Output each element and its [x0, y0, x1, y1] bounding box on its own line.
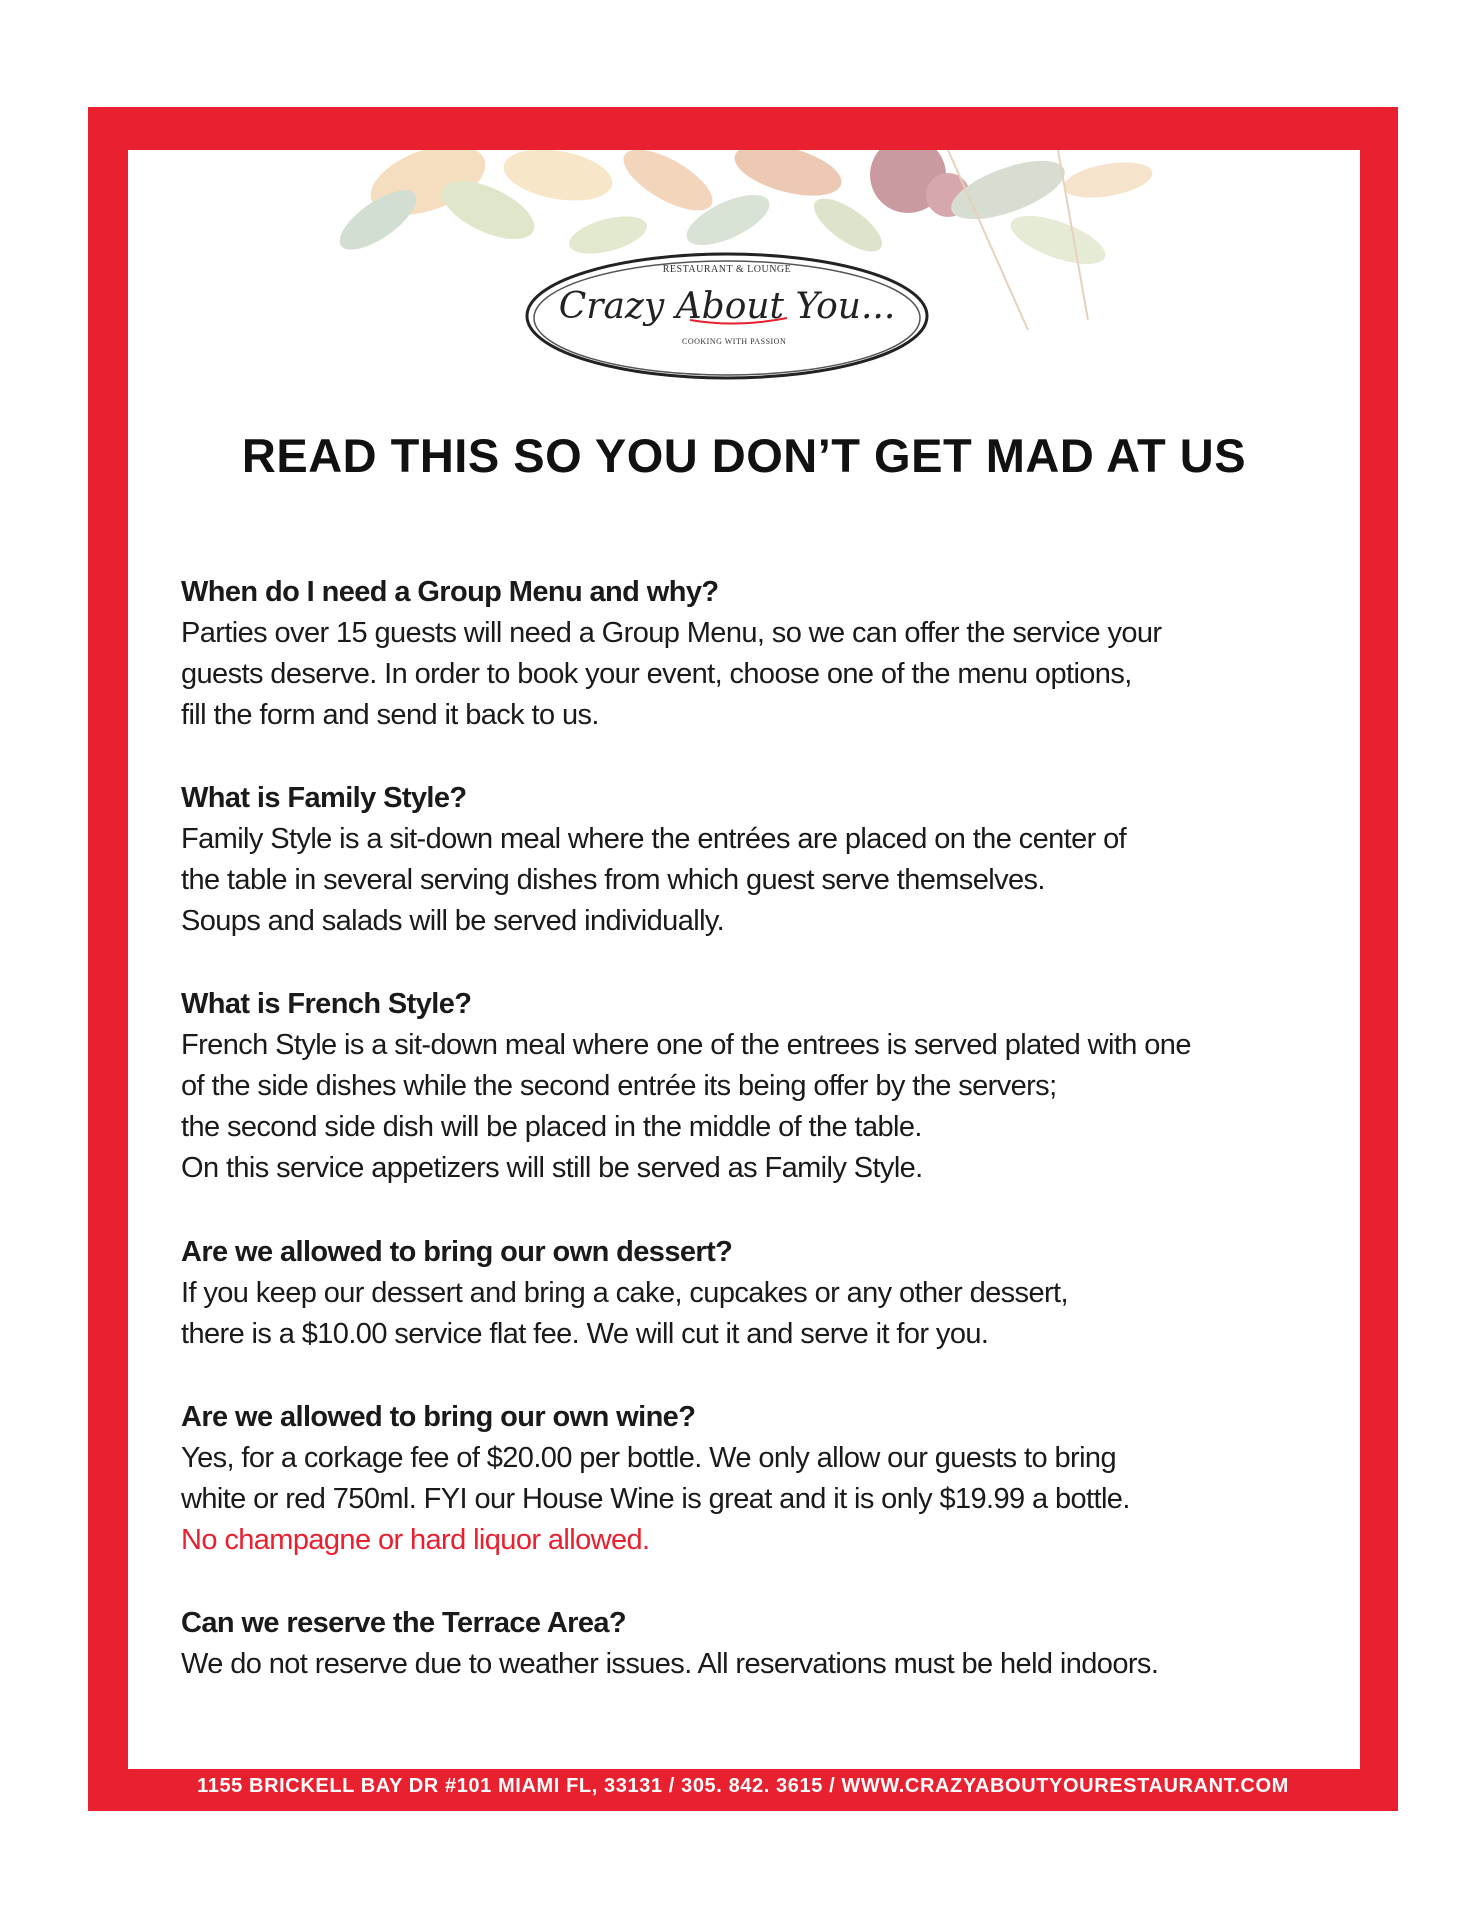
- faq-answer-line: white or red 750ml. FYI our House Wine is great and it is only $19.99 a bottle.: [181, 1483, 1130, 1515]
- faq-answer-line: On this service appetizers will still be served as Family Style.: [181, 1152, 923, 1184]
- footer-contact: 1155 BRICKELL BAY DR #101 MIAMI FL, 33131 / 305. 842. 3615 / WWW.CRAZYABOUTYOURESTAURANT.COM: [197, 1775, 1289, 1797]
- faq-question: What is Family Style?: [181, 782, 467, 814]
- faq-question: When do I need a Group Menu and why?: [181, 576, 719, 608]
- faq-family-style: [181, 778, 1321, 942]
- faq-own-dessert: [181, 1232, 1321, 1355]
- faq-answer-line: French Style is a sit-down meal where one of the entrees is served plated with one: [181, 1029, 1191, 1061]
- faq-answer-line: fill the form and send it back to us.: [181, 699, 599, 731]
- page-title: READ THIS SO YOU DON’T GET MAD AT US: [241, 429, 1247, 482]
- faq-answer-line: If you keep our dessert and bring a cake, cupcakes or any other dessert,: [181, 1277, 1068, 1309]
- faq-answer-line: We do not reserve due to weather issues. All reservations must be held indoors.: [181, 1648, 1159, 1680]
- faq-answer-line: Yes, for a corkage fee of $20.00 per bottle. We only allow our guests to bring: [181, 1442, 1116, 1474]
- faq-answer-line: there is a $10.00 service flat fee. We will cut it and serve it for you.: [181, 1318, 989, 1350]
- faq-question: Are we allowed to bring our own dessert?: [181, 1236, 733, 1268]
- faq-answer-line: Family Style is a sit-down meal where the entrées are placed on the center of: [181, 823, 1127, 855]
- faq-answer-line: guests deserve. In order to book your event, choose one of the menu options,: [181, 658, 1132, 690]
- faq-answer-line: the second side dish will be placed in the middle of the table.: [181, 1111, 922, 1143]
- faq-question: What is French Style?: [181, 988, 472, 1020]
- faq-answer-line: of the side dishes while the second entrée its being offer by the servers;: [181, 1070, 1057, 1102]
- faq-own-wine: [181, 1397, 1321, 1561]
- content-panel: [128, 150, 1360, 1769]
- faq-question: Are we allowed to bring our own wine?: [181, 1401, 696, 1433]
- faq-answer-line: the table in several serving dishes from which guest serve themselves.: [181, 864, 1045, 896]
- faq-group-menu: [181, 572, 1321, 736]
- restaurant-logo: [522, 248, 932, 388]
- faq-answer-line: Soups and salads will be served individually.: [181, 905, 725, 937]
- logo-tagline-top: RESTAURANT & LOUNGE: [662, 264, 792, 275]
- faq-warning-line: No champagne or hard liquor allowed.: [181, 1524, 650, 1556]
- faq-question: Can we reserve the Terrace Area?: [181, 1607, 627, 1639]
- faq-french-style: [181, 984, 1321, 1189]
- logo-script-text: Crazy About You...: [558, 286, 896, 327]
- faq-answer-line: Parties over 15 guests will need a Group Menu, so we can offer the service your: [181, 617, 1162, 649]
- logo-tagline-bottom: COOKING WITH PASSION: [682, 337, 787, 346]
- faq-terrace-area: [181, 1603, 1321, 1685]
